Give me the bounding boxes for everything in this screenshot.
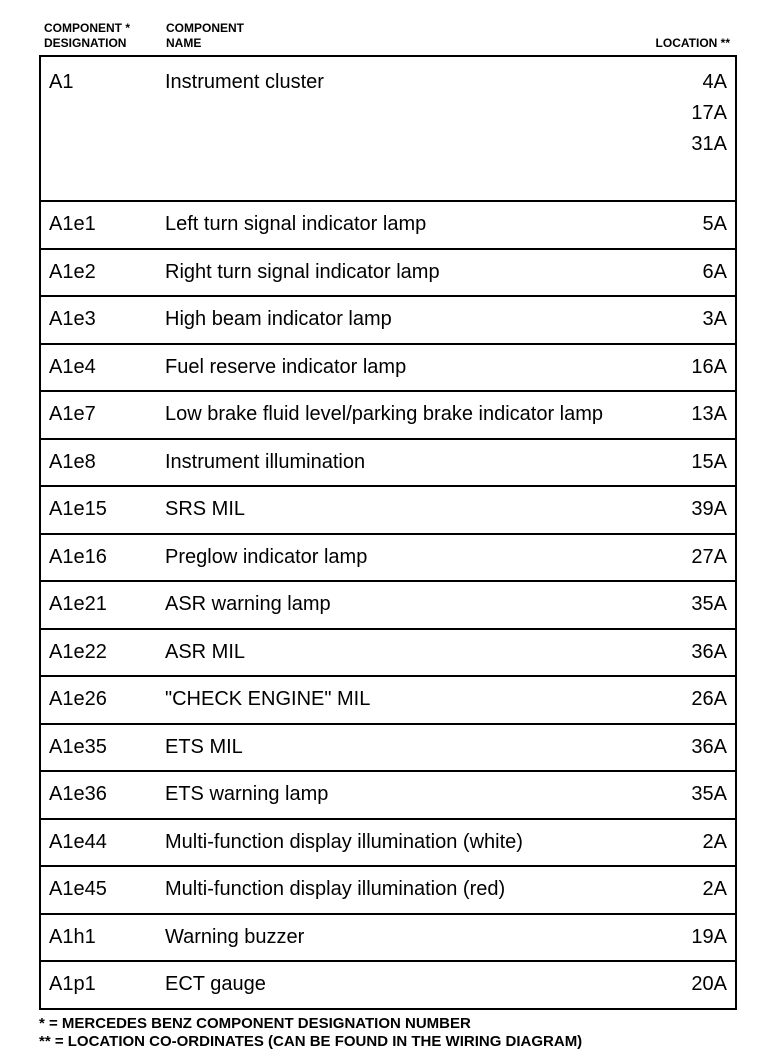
component-designation: A1e3	[49, 308, 96, 330]
component-location: 36A	[691, 735, 727, 758]
component-location: 16A	[691, 355, 727, 378]
table-row	[41, 770, 735, 818]
component-location: 27A	[691, 545, 727, 568]
component-designation: A1h1	[49, 925, 96, 948]
component-name: Left turn signal indicator lamp	[165, 213, 427, 235]
table-row	[41, 580, 735, 628]
component-name: Instrument cluster	[165, 71, 324, 93]
component-location: 26A	[691, 688, 727, 710]
table-row	[41, 913, 735, 961]
name-column-header	[166, 21, 244, 51]
component-location: 36A	[691, 640, 727, 663]
component-name: Preglow indicator lamp	[165, 545, 368, 568]
table-row	[41, 343, 735, 391]
component-designation: A1e21	[49, 593, 107, 615]
designation-header-line2: DESIGNATION	[44, 36, 127, 50]
component-location: 17A	[691, 102, 727, 124]
component-table	[39, 55, 737, 1010]
component-designation: A1e2	[49, 260, 96, 283]
component-location: 35A	[691, 783, 727, 805]
table-row	[41, 960, 735, 1008]
designation-column-header	[44, 21, 130, 51]
component-name: Warning buzzer	[165, 925, 305, 948]
name-header-line1: COMPONENT	[166, 21, 244, 35]
table-row	[41, 628, 735, 676]
footnote-designation: * = MERCEDES BENZ COMPONENT DESIGNATION NUMBER	[39, 1015, 471, 1032]
component-name: Low brake fluid level/parking brake indicator lamp	[165, 403, 604, 425]
component-designation: A1e44	[49, 830, 107, 853]
component-name: High beam indicator lamp	[165, 308, 392, 330]
location-column-header: LOCATION **	[655, 36, 730, 50]
component-designation: A1e26	[49, 688, 107, 710]
component-location: 19A	[691, 925, 727, 948]
component-name: ASR MIL	[165, 640, 246, 663]
component-name: ECT gauge	[165, 973, 266, 995]
component-name: Right turn signal indicator lamp	[165, 260, 440, 283]
component-location: 3A	[702, 308, 727, 330]
table-row	[41, 200, 735, 248]
component-designation: A1e4	[49, 355, 96, 378]
component-name: "CHECK ENGINE" MIL	[165, 688, 371, 710]
component-location: 5A	[702, 213, 727, 235]
component-name: Fuel reserve indicator lamp	[165, 355, 407, 378]
component-location: 15A	[691, 450, 727, 473]
component-designation: A1e45	[49, 878, 107, 900]
component-name: Instrument illumination	[165, 450, 366, 473]
table-row	[41, 57, 735, 200]
component-location: 2A	[702, 878, 727, 900]
component-location: 4A	[702, 71, 727, 93]
table-row	[41, 438, 735, 486]
component-designation: A1p1	[49, 973, 96, 995]
table-row	[41, 533, 735, 581]
component-location: 31A	[691, 133, 727, 155]
component-designation: A1e16	[49, 545, 107, 568]
component-name: ASR warning lamp	[165, 593, 331, 615]
component-designation: A1e22	[49, 640, 107, 663]
table-row	[41, 865, 735, 913]
component-designation: A1	[49, 71, 74, 93]
component-designation: A1e36	[49, 783, 107, 805]
component-designation: A1e1	[49, 213, 96, 235]
component-location: 39A	[691, 498, 727, 520]
component-location: 2A	[702, 830, 727, 853]
table-row	[41, 390, 735, 438]
name-header-line2: NAME	[166, 36, 202, 50]
table-row	[41, 818, 735, 866]
component-name: Multi-function display illumination (red)	[165, 878, 506, 900]
component-location: 6A	[702, 260, 727, 283]
footnote-location: ** = LOCATION CO-ORDINATES (CAN BE FOUND IN THE WIRING DIAGRAM)	[39, 1033, 583, 1050]
table-row	[41, 485, 735, 533]
component-locations	[691, 67, 727, 160]
designation-header-line1: COMPONENT *	[44, 21, 131, 35]
component-name: Multi-function display illumination (white)	[165, 830, 523, 853]
component-location: 13A	[691, 403, 727, 425]
component-name: ETS MIL	[165, 735, 243, 758]
table-row	[41, 248, 735, 296]
component-designation: A1e7	[49, 403, 96, 425]
component-designation: A1e15	[49, 498, 107, 520]
table-row	[41, 723, 735, 771]
table-row	[41, 675, 735, 723]
component-designation: A1e8	[49, 450, 96, 473]
table-row	[41, 295, 735, 343]
component-location: 20A	[691, 973, 727, 995]
component-name: ETS warning lamp	[165, 783, 329, 805]
component-name: SRS MIL	[165, 498, 246, 520]
component-designation: A1e35	[49, 735, 107, 758]
component-location: 35A	[691, 593, 727, 615]
